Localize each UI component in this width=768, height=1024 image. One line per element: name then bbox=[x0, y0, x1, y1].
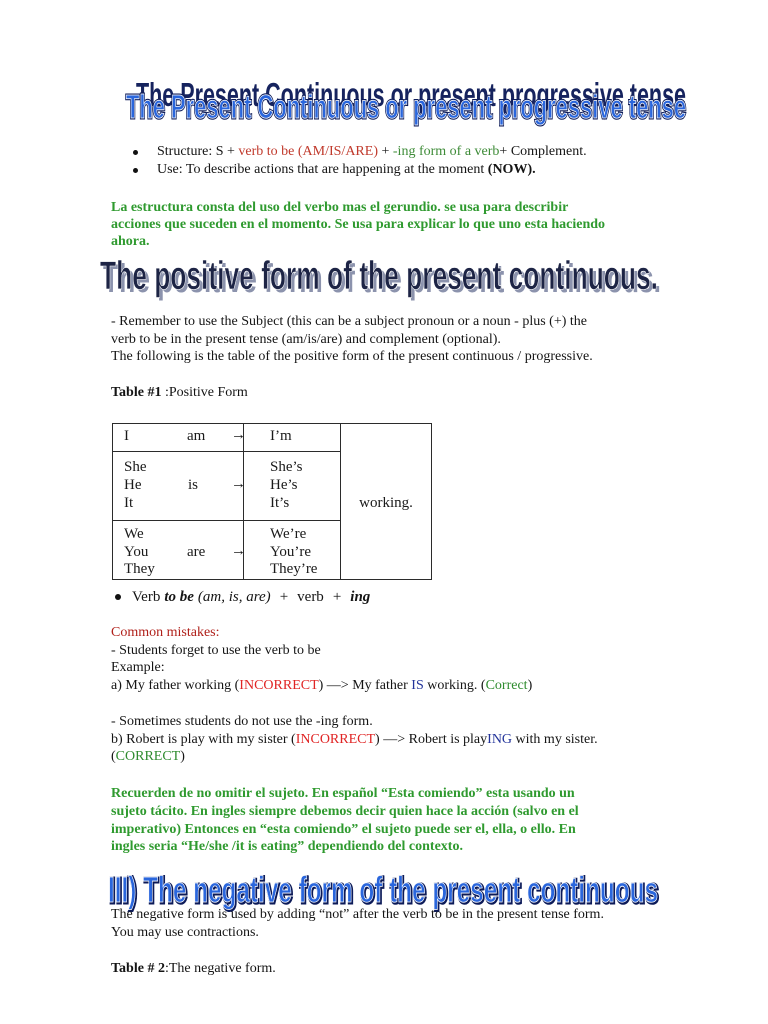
title-outline: The Present Continuous or present progressive tense bbox=[126, 88, 686, 125]
mistakes-example-b bbox=[111, 731, 598, 749]
use-now: (NOW). bbox=[487, 162, 536, 177]
arrow-right-icon: → bbox=[231, 543, 246, 559]
bullet-icon bbox=[133, 150, 138, 155]
table-verb: am bbox=[187, 428, 206, 444]
spanish-note-2-line: ingles seria “He/she /it is eating” dependiendo del contexto. bbox=[111, 839, 463, 854]
verb-rule bbox=[132, 588, 370, 606]
table-contraction: She’s bbox=[270, 459, 303, 475]
mistakes-heading: Common mistakes: bbox=[111, 625, 220, 640]
table-divider bbox=[113, 520, 340, 521]
mistakes-ing-line: - Sometimes students do not use the -ing form. bbox=[111, 714, 373, 729]
spanish-note-2-line: imperativo) Entonces en “esta comiendo” el sujeto puede ser el, ella, o ello. En bbox=[111, 822, 576, 837]
verb-rule-ing: ing bbox=[350, 589, 371, 605]
verb-rule-verb: Verb bbox=[132, 589, 161, 605]
mistakes-example-b-correct bbox=[111, 748, 185, 766]
table1-caption-text: :Positive Form bbox=[161, 385, 248, 400]
table-pronoun: I bbox=[124, 428, 129, 444]
verb-rule-plus: + bbox=[279, 589, 289, 605]
mistakes-example-a bbox=[111, 677, 532, 695]
positive-intro-line: verb to be in the present tense (am/is/are) and complement (optional). bbox=[111, 332, 501, 347]
structure-complement: + Complement. bbox=[499, 144, 587, 159]
verb-rule-forms: (am, is, are) bbox=[197, 589, 271, 605]
example-b-correct: CORRECT bbox=[115, 749, 181, 764]
negative-intro-line: You may use contractions. bbox=[111, 925, 259, 940]
table-pronoun: We bbox=[124, 526, 144, 542]
example-a-arrow: ) —> My father bbox=[318, 678, 412, 693]
table-contraction: He’s bbox=[270, 477, 298, 493]
table-contraction: We’re bbox=[270, 526, 307, 542]
positive-heading: The positive form of the present continuous. bbox=[100, 254, 658, 298]
verb-rule-plus: + bbox=[332, 589, 342, 605]
example-b-incorrect: INCORRECT bbox=[295, 732, 376, 747]
example-b-rest: with my sister. bbox=[512, 732, 598, 747]
example-a-incorrect: INCORRECT bbox=[239, 678, 319, 693]
negative-heading-wordart bbox=[104, 864, 666, 912]
table-complement: working. bbox=[359, 495, 413, 511]
table-pronoun: She bbox=[124, 459, 147, 475]
positive-form-table bbox=[112, 423, 432, 580]
table2-caption bbox=[111, 960, 276, 978]
spanish-note-2-line: sujeto tácito. En ingles siempre debemos decir quien hace la acción (salvo en el bbox=[111, 804, 579, 819]
spanish-note-1-line: ahora. bbox=[111, 234, 150, 249]
example-a-end: ) bbox=[527, 678, 533, 693]
structure-ing-form: -ing form of a verb bbox=[392, 144, 500, 159]
structure-label: Structure: S + bbox=[157, 144, 239, 159]
structure-line bbox=[157, 143, 587, 161]
example-a-fix: IS bbox=[411, 678, 424, 693]
spanish-note-1-line: acciones que suceden en el momento. Se usa para explicar lo que uno esta haciendo bbox=[111, 217, 606, 232]
structure-plus: + bbox=[377, 144, 393, 159]
page-title: The Present Continuous or present progressive tense bbox=[126, 88, 686, 125]
verb-rule-verb2: verb bbox=[297, 589, 324, 605]
table-contraction: They’re bbox=[270, 561, 318, 577]
example-b-fix: ING bbox=[487, 732, 513, 747]
table-pronoun: He bbox=[124, 477, 142, 493]
title-wordart bbox=[122, 70, 694, 132]
table-verb: is bbox=[188, 477, 199, 493]
table1-label: Table #1 bbox=[111, 385, 162, 400]
example-a-rest: working. ( bbox=[423, 678, 486, 693]
example-b-arrow: ) —> Robert is play bbox=[375, 732, 488, 747]
positive-heading-shadow: The positive form of the present continuous. bbox=[103, 257, 661, 301]
bullet-icon bbox=[133, 168, 138, 173]
table-contraction: It’s bbox=[270, 495, 290, 511]
spanish-note-2-line: Recuerden de no omitir el sujeto. En español “Esta comiendo” esta usando un bbox=[111, 786, 575, 801]
use-line bbox=[157, 161, 536, 179]
title-shadow: The Present Continuous or present progressive tense bbox=[136, 76, 686, 113]
positive-heading-wordart bbox=[96, 246, 668, 304]
positive-intro-line: The following is the table of the positive form of the present continuous / progressive. bbox=[111, 349, 593, 364]
negative-intro-line: The negative form is used by adding “not” after the verb to be in the present tense form. bbox=[111, 907, 604, 922]
use-text: Use: To describe actions that are happening at the moment bbox=[157, 162, 488, 177]
mistakes-example-label: Example: bbox=[111, 660, 165, 675]
negative-heading-outline: III) The negative form of the present continuous bbox=[109, 870, 659, 911]
structure-verb-to-be: verb to be (AM/IS/ARE) bbox=[238, 144, 378, 159]
table-pronoun: It bbox=[124, 495, 134, 511]
example-a-correct: Correct bbox=[485, 678, 528, 693]
positive-intro-line: - Remember to use the Subject (this can be a subject pronoun or a noun - plus (+) the bbox=[111, 314, 587, 329]
table-pronoun: They bbox=[124, 561, 155, 577]
example-a-start: a) My father working ( bbox=[111, 678, 240, 693]
table-pronoun: You bbox=[124, 544, 149, 560]
example-b-open: ( bbox=[111, 749, 116, 764]
table-verb: are bbox=[187, 544, 206, 560]
negative-heading: III) The negative form of the present continuous bbox=[108, 869, 658, 910]
table-contraction: You’re bbox=[270, 544, 311, 560]
table2-caption-text: :The negative form. bbox=[164, 961, 276, 976]
arrow-right-icon: → bbox=[231, 427, 246, 443]
example-b-end: ) bbox=[180, 749, 185, 764]
example-b-start: b) Robert is play with my sister ( bbox=[111, 732, 296, 747]
table2-label: Table # 2 bbox=[111, 961, 165, 976]
spanish-note-1-line: La estructura consta del uso del verbo mas el gerundio. se usa para describir bbox=[111, 200, 569, 215]
table-contraction: I’m bbox=[270, 428, 292, 444]
table1-caption bbox=[111, 384, 248, 402]
arrow-right-icon: → bbox=[231, 476, 246, 492]
mistakes-forget-line: - Students forget to use the verb to be bbox=[111, 643, 321, 658]
table-divider bbox=[113, 451, 340, 452]
bullet-icon bbox=[115, 594, 121, 600]
verb-rule-to-be: to be bbox=[164, 589, 194, 605]
